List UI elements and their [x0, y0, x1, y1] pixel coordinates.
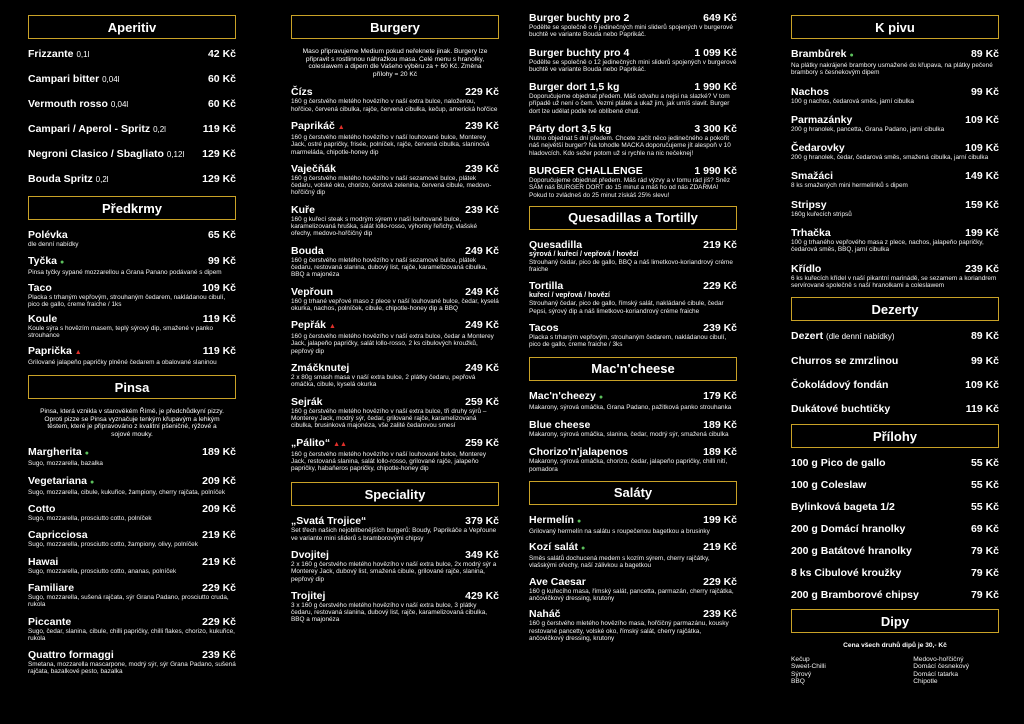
section-header-speciality: Speciality [291, 482, 499, 506]
menu-item: Mac'n'cheezy ● 179 Kč [529, 389, 737, 402]
menu-item: Brambůrek ● 89 Kč [791, 48, 999, 60]
pinsa-list [28, 446, 236, 675]
item-description: 160 g čerstvého mletého hovězího v naší louhované bulce, Monterey Jack, restovaná slanina, salát lollo-rosso, grilované rajče, jalapeňo papričky, habaňeros papričky, chipotle-honey dip [291, 450, 487, 473]
vegetarian-leaf-icon: ● [89, 478, 95, 486]
item-variants: kuřecí / vepřová / hovězí [529, 292, 610, 300]
prilohy-list [791, 457, 999, 601]
item-description: Makarony, sýrová omáčka, chorizo, čedar, jalapeňo papričky, chilli nití, pomadora [529, 458, 728, 473]
menu-item: Paprikáč ▲ 239 Kč [291, 119, 499, 132]
vegetarian-leaf-icon: ● [849, 52, 854, 59]
item-description: 200 g hranolek, čedar, čedarová směs, smažená cibulka, jarní cibulka [791, 154, 989, 162]
menu-item: Nachos 99 Kč [791, 85, 999, 98]
dip-item: Chipotle [913, 678, 938, 686]
dipy-list [791, 656, 999, 686]
section-header-prilohy: Přílohy [791, 424, 999, 448]
item-description: 8 ks smažených mini hermelínků s dipem [791, 182, 908, 190]
menu-item: Quesadilla 219 Kč [529, 238, 737, 251]
item-description: 160 g čerstvého mletého hovězího v naší extra bulce, naloženou, hořčice, červená cibulka, rajče, červená cibulka, kečup, americká hořčice [291, 98, 498, 113]
item-description: 160 g čerstvého mletého hovězího v naší sezamové bulce, plátek čedaru, volské oko, chorizo, čerstvá zelenina, červená cibule, medovo-hořčičný dip [291, 174, 492, 197]
item-description: 160 g čerstvého mletého hovězího v naší extra bulce, tři druhy sýrů – Monterey Jack, modrý sýr, čedar, grilované rajče, karamelizovaná cibulka, brusinková majonéza, vše zalité čedarovou smesí [291, 407, 487, 430]
menu-item: Parmazánky 109 Kč [791, 113, 999, 126]
item-description: Placka s trhaným vepřovým, strouhaným čedarem, nakládanou cibulí, pico de gallo, creme fraiche / 1ks [28, 293, 226, 308]
menu-item: Polévka 65 Kč [28, 229, 236, 241]
menu-item: Trhačka 199 Kč [791, 227, 999, 240]
menu-item: 100 g Coleslaw 55 Kč [791, 479, 999, 492]
menu-item: Vegetariana ● 209 Kč [28, 474, 236, 487]
dip-item: Kečup [791, 655, 810, 663]
menu-item: Churros se zmrzlinou 99 Kč [791, 355, 999, 368]
menu-item: Blue cheese 189 Kč [529, 418, 737, 431]
column-2 [291, 0, 499, 724]
menu-item: Campari / Aperol - Spritz 0,2l 119 Kč [28, 123, 236, 135]
section-header-macncheese: Mac'n'cheese [529, 357, 737, 381]
section-header-predkrmy: Předkrmy [28, 196, 236, 220]
chili-icon: ▲ [337, 123, 345, 131]
item-description: 160 g kuřecí steak s modrým sýrem v naší louhované bulce, karamelizovaná hruška, salát lollo-rosso, výhonky řeřichy, vlašské ořechy, medovo-hořčičný dip [291, 215, 477, 238]
item-description: Sugo, mozzarella, cibule, kukuřice, žampiony, cherry rajčata, polníček [28, 488, 226, 496]
vegetarian-leaf-icon: ● [576, 517, 582, 525]
item-description: Doporučujeme objednat předem. Máš odvahu a nejsi na slazké? V tom případě už není o čem. Vezmi plátek a ukaž jim, jak umíš slavit. Burger dort lze udělat podle tvé oblíbené chuti. [529, 93, 730, 115]
section-header-salaty: Saláty [529, 481, 737, 505]
dip-item: Domácí česnekový [913, 663, 969, 671]
menu-item: Vaječňák 239 Kč [291, 162, 499, 175]
item-description: Sugo, čedar, slanina, cibule, chilli papričky, chilli flakes, chorizo, kukuřice, rukola [28, 627, 235, 642]
item-description: 100 g trhaného vepřového masa z plece, nachos, jalapeňo papričky, čedarová směs, BBQ, jarní cibulka [791, 239, 984, 254]
menu-item: Hermelín ● 199 Kč [529, 513, 737, 526]
burgery-note: Maso připravujeme Medium pokud neřeknete jinak. Burgery lze připravit s rostlinnou náhražkou masa. Celé menu s hranolky, coleslawem a dipem dle Vašeho výběru za + 60 Kč. Změna přílohy = 20 Kč [302, 48, 488, 78]
vegetarian-leaf-icon: ● [581, 545, 586, 553]
item-description: Nutno objednat 5 dní předem. Chcete začít něco jedinečného a pokořit náš největší burger? Na tohodle MACKA doporučujeme jít alespoň v 10 hladovcích. Kdo sežer potom už si rychle na nic nečeknej! [529, 135, 731, 157]
section-header-pinsa: Pinsa [28, 375, 236, 399]
menu-item: 200 g Bramborové chipsy 79 Kč [791, 589, 999, 602]
menu-item: Stripsy 159 Kč [791, 198, 999, 211]
menu-item: Dvojitej 349 Kč [291, 548, 499, 561]
vegetarian-leaf-icon: ● [598, 393, 604, 401]
predkrmy-list [28, 229, 236, 366]
item-description: Doporučujeme objednat předem. Máš rád výzvy a v tomu rád jíš? Sněz SÁM náš BURGER DORT do 15 minut a máš ho od nás ZDARMA! Pokud to zvládneš do 25 minut získáš 25% slevu! [529, 176, 731, 199]
item-description: Podělte se společně o 12 jedinečných mini sliderů spojených v burgerové buchtě ve variante Bouda nebo Paprikáč. [529, 58, 737, 73]
menu-item: Dezert (dle denní nabídky) 89 Kč [791, 330, 999, 343]
menu-item: Trojitej 429 Kč [291, 589, 499, 602]
chili-icon: ▲ [329, 323, 336, 331]
menu-item: Burger dort 1,5 kg 1 990 Kč [529, 81, 737, 94]
menu-item: Negroni Clasico / Sbagliato 0,12l 129 Kč [28, 148, 236, 160]
menu-item: Čedarovky 109 Kč [791, 142, 999, 155]
item-description: 3 x 160 g čerstvého mletého hovězího v naší extra bulce, 3 plátky čedaru, restovaná slanina, dubový list, rajče, karamelizovaná cibulka, BBQ a majonéza [291, 601, 488, 624]
column-3 [529, 0, 737, 724]
menu-item: Tortilla 229 Kč [529, 280, 737, 293]
speciality-list [291, 515, 499, 623]
menu-item: Křídlo 239 Kč [791, 262, 999, 275]
menu-item: Familiare 229 Kč [28, 581, 236, 594]
dipy-note: Cena všech druhů dipů je 30,- Kč [843, 642, 947, 650]
chili-icon: ▲▲ [333, 440, 347, 448]
menu-item: Chorizo'n'jalapenos 189 Kč [529, 446, 737, 459]
column-4 [791, 0, 999, 724]
item-description: Makarony, sýrová omáčka, slanina, čedar, modrý sýr, smažená cibulka [529, 430, 729, 438]
item-description: Sugo, mozzarella, bazalka [28, 460, 103, 468]
item-description: 6 ks kuřecích křídel v naší pikantní marinádě, se sezamem a koriandrem servírované společně s naší hranolkami a coleslawem [791, 274, 997, 289]
burger-specials-list [529, 12, 737, 199]
menu-item: 200 g Domácí hranolky 69 Kč [791, 523, 999, 536]
item-description: Koule sýra s hovězím masem, teplý sýrový dip, smažené v panko strouhance [28, 325, 214, 340]
item-description: Smetana, mozzarella mascarpone, modrý sýr, sýr Grana Padano, sušená rajčata, bazalkové pesto, bazalka [28, 661, 236, 676]
menu-item: Vermouth rosso 0,04l 60 Kč [28, 98, 236, 110]
item-description: Sugo, mozzarella, prosciutto cotto, polníček [28, 515, 152, 523]
menu-item: Cotto 209 Kč [28, 503, 236, 516]
menu-item: Frizzante 0,1l 42 Kč [28, 48, 236, 60]
item-description: 2 x 160 g čerstvého mletého hovězího v naší extra bulce, 2x modrý sýr a Monterey Jack, dubový list, smažená cibule, grilované rajče, slanina, pepřový dip [291, 560, 497, 583]
vegetarian-leaf-icon: ● [84, 450, 89, 458]
menu-item: Taco 109 Kč [28, 281, 236, 294]
item-description: Strouhaný čedar, pico de gallo, BBQ a náš limetkovo-koriandrový créme fraiche [529, 258, 733, 274]
section-header-aperitiv: Aperitiv [28, 15, 236, 39]
pinsa-note: Pinsa, která vznikla v starověkém Římě, je předchůdkyní pizzy. Oproti pizze se Pinsa vyznačuje tenkým křupavým a lehkým těstem, které je připravováno z kvalitní pšeničné, rýžové a sojové mouky. [40, 408, 224, 438]
menu-item: Kuře 239 Kč [291, 203, 499, 216]
menu-item: Dukátové buchtičky 119 Kč [791, 403, 999, 416]
menu-item: Tyčka ● 99 Kč [28, 255, 236, 268]
menu-item: Paprička ▲ 119 Kč [28, 344, 236, 357]
item-description: Sugo, mozzarella, prosciutto cotto, ananas, polníček [28, 567, 177, 575]
menu-item: Koule 119 Kč [28, 313, 236, 326]
item-description: Grilovaný hermelín na salátu s roupečenou bagetkou a brusinky [529, 527, 710, 535]
item-description: Sugo, mozzarella, sušená rajčata, sýr Grana Padano, prosciutto cruda, rukola [28, 593, 229, 609]
item-description: Grilované jalapeňo papričky plněné čedarem a obalované slaninou [28, 358, 217, 366]
salaty-list [529, 514, 737, 642]
item-description: Podělte se společně o 6 jedinečných mini sliderů spojených v burgerové buchtě ve variante Bouda nebo Paprikáč. [529, 24, 733, 39]
dipy-left [791, 656, 826, 686]
dip-item: Domácí tatarka [913, 670, 959, 678]
menu-item: Čokoládový fondán 109 Kč [791, 379, 999, 392]
dip-item: Sweet-Chilli [791, 663, 826, 671]
dip-item: BBQ [791, 678, 805, 686]
menu-item: Sejrák 259 Kč [291, 395, 499, 408]
item-variants: sýrová / kuřecí / vepřová / hovězí [529, 250, 639, 258]
menu-item: Quattro formaggi 239 Kč [28, 649, 236, 662]
menu-item: Bouda Spritz 0,2l 129 Kč [28, 173, 236, 185]
item-description: Sugo, mozzarella, prosciutto cotto, žampiony, olivy, polníček [28, 541, 198, 549]
item-description: 160 g čerstvého mletého hovězího v naší extra bulce, čedar a Monterey Jack, jalapeňo papričky, salát lollo-rosso, 2 ks cibulových kroužků, pepřový dip [291, 333, 494, 355]
item-description: Směs salátů dochucená medem s kozím sýrem, cherry rajčátky, vlašskými ořechy, naší zálivkou a bagetkou [529, 555, 710, 570]
item-description: Makarony, sýrová omáčka, Grana Padano, pažitková panko strouhanka [529, 403, 732, 411]
vegetarian-leaf-icon: ● [60, 259, 65, 267]
column-1 [28, 0, 236, 724]
section-header-kpivu: K pivu [791, 15, 999, 39]
menu-item: Capricciosa 219 Kč [28, 529, 236, 542]
menu-item: Naháč 239 Kč [529, 608, 737, 621]
item-description: Placka s trhaným vepřovým, strouhaným čedarem, nakládanou cibulí, pico de gallo, creme fraiche / 3ks [529, 334, 727, 349]
item-description: Pinsa tyčky sypané mozzarellou a Grana Panano podávané s dipem [28, 269, 222, 277]
item-description: dle denní nabídky [28, 241, 79, 248]
item-description: 160 g čerstvého mletého hovězího v naší louhované bulce, Monterey Jack, ostré papričky, frisée, polníček, rajče, červená cibulka, slaninová marmeláda, chipotle-honey dip [291, 133, 490, 156]
item-description: 160g kuřecích stripsů [791, 210, 852, 218]
dip-item: Medovo-hořčičný [913, 655, 964, 663]
item-description: 100 g nachos, čedarová směs, jarní cibulka [791, 97, 914, 105]
dezerty-list [791, 330, 999, 415]
section-header-dipy: Dipy [791, 609, 999, 633]
item-description: 2 x 80g smash masa v naší extra bulce, 2 plátky čedaru, pepřová omáčka, cibule, kyselá okurka [291, 374, 476, 389]
item-description: 160 g trhané vepřové maso z plece v naší louhované bulce, čedar, kyselá okurka, nachos, polníček, cibule, chipotle-honey dip a BBQ [291, 297, 499, 312]
macncheese-list [529, 390, 737, 473]
menu-item: 100 g Pico de gallo 55 Kč [791, 457, 999, 470]
menu-item: BURGER CHALLENGE 1 990 Kč [529, 164, 737, 177]
menu-item: Zmáčknutej 249 Kč [291, 362, 499, 375]
menu-item: 8 ks Cibulové kroužky 79 Kč [791, 567, 999, 580]
chili-icon: ▲ [74, 348, 82, 356]
kpivu-list [791, 48, 999, 289]
menu-item: Párty dort 3,5 kg 3 300 Kč [529, 123, 737, 136]
menu-item: Piccante 229 Kč [28, 615, 236, 628]
menu-item: Bouda 249 Kč [291, 244, 499, 257]
menu-item: Burger buchty pro 4 1 099 Kč [529, 46, 737, 59]
menu-item: Kozí salát ● 219 Kč [529, 541, 737, 554]
menu-item: Pepřák ▲ 249 Kč [291, 319, 499, 332]
menu-item: Bylinková bageta 1/2 55 Kč [791, 501, 999, 514]
burgery-list [291, 86, 499, 472]
menu-item: Smažáci 149 Kč [791, 170, 999, 183]
menu-item: 200 g Batátové hranolky 79 Kč [791, 545, 999, 558]
dip-item: Sýrový [791, 670, 812, 678]
item-description: Set třech našich nejoblíbenějších burgerů: Boudy, Paprikáče a Vepřoune ve variante mini sliderů s bramborovými chipsy [291, 527, 497, 542]
menu-item: Čízs 229 Kč [291, 86, 499, 99]
item-description: 160 g čerstvého mletého hovězího v naší sezamové bulce, plátek čedaru, restovaná slanina, dubový list, rajče, karamelizovaná cibulka, BBQ a majonéza [291, 256, 488, 279]
aperitiv-list [28, 48, 236, 186]
section-header-burgery: Burgery [291, 15, 499, 39]
quesadillas-list [529, 239, 737, 349]
dipy-right [913, 656, 969, 686]
menu-item: „Svatá Trojice“ 379 Kč [291, 515, 499, 528]
section-header-dezerty: Dezerty [791, 297, 999, 321]
menu-item: Ave Caesar 229 Kč [529, 575, 737, 588]
menu-item: Burger buchty pro 2 649 Kč [529, 12, 737, 24]
item-description: 160 g kuřecího masa, římský salát, pancetta, parmazán, cherry rajčátka, ančovičkový dressing, krutony [529, 587, 734, 603]
item-description: Na plátky nakrájené brambory usmažené do křupava, na plátky pečené brambory s česnekovým dipem [791, 62, 993, 77]
section-header-quesadillas: Quesadillas a Tortilly [529, 206, 737, 230]
item-description: 160 g čerstvého mletého hovězího masa, hořčičný parmazánu, kousky restované pancetty, volské oko, římský salát, cherry rajčátka, ančovičkový dressing, krutony [529, 620, 729, 642]
item-description: Strouhaný čedar, pico de gallo, římský salát, nakládané cibule, čedar Pepsi, sýrový dip a náš limetkovo-koriandrový créme fraiche [529, 300, 724, 315]
menu-item: „Pálito“ ▲▲ 259 Kč [291, 436, 499, 449]
menu-item: Vepřoun 249 Kč [291, 285, 499, 298]
menu-item: Campari bitter 0,04l 60 Kč [28, 73, 236, 85]
menu-item: Margherita ● 189 Kč [28, 446, 236, 459]
item-description: 200 g hranolek, pancetta, Grana Padano, jarní cibulka [791, 125, 945, 133]
menu-item: Tacos 239 Kč [529, 322, 737, 335]
menu-item: Hawai 219 Kč [28, 555, 236, 568]
